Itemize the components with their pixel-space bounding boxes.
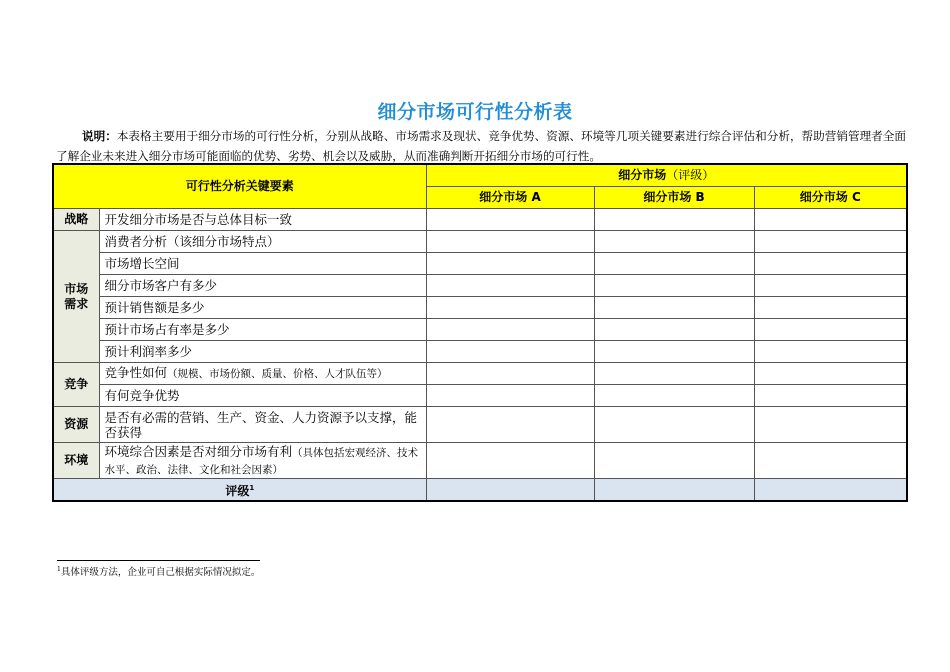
table-row xyxy=(53,209,907,231)
table-row xyxy=(53,341,907,363)
rating-cell-c[interactable] xyxy=(754,443,907,479)
footnote xyxy=(57,564,260,578)
category-competition: 竞争 xyxy=(53,363,99,407)
category-resources: 资源 xyxy=(53,407,99,443)
description xyxy=(56,126,906,166)
table-row xyxy=(53,231,907,253)
table-row xyxy=(53,407,907,443)
rating-cell-a[interactable] xyxy=(426,253,594,275)
rating-cell-b[interactable] xyxy=(594,297,754,319)
rating-cell-b[interactable] xyxy=(594,385,754,407)
rating-cell-c[interactable] xyxy=(754,209,907,231)
item-label: 预计利润率多少 xyxy=(99,341,426,363)
segment-c-header: 细分市场 C xyxy=(754,187,907,209)
description-label: 说明： xyxy=(82,129,117,143)
rating-cell-b[interactable] xyxy=(594,363,754,385)
rating-cell-b[interactable] xyxy=(594,407,754,443)
total-rating-c[interactable] xyxy=(754,479,907,502)
segment-a-header: 细分市场 A xyxy=(426,187,594,209)
table-row xyxy=(53,363,907,385)
item-label: 开发细分市场是否与总体目标一致 xyxy=(99,209,426,231)
factors-header: 可行性分析关键要素 xyxy=(53,164,426,209)
item-label: 预计销售额是多少 xyxy=(99,297,426,319)
footnote-divider xyxy=(57,560,260,561)
rating-cell-a[interactable] xyxy=(426,407,594,443)
item-label-note: （具体包括宏观经济、技术水平、政治、法律、文化和社会因素） xyxy=(104,446,419,476)
rating-cell-b[interactable] xyxy=(594,253,754,275)
rating-cell-a[interactable] xyxy=(426,231,594,253)
total-rating-b[interactable] xyxy=(594,479,754,502)
item-label: 是否有必需的营销、生产、资金、人力资源予以支撑，能否获得 xyxy=(99,407,426,443)
rating-cell-b[interactable] xyxy=(594,443,754,479)
footnote-text: 具体评级方法，企业可自己根据实际情况拟定。 xyxy=(60,567,261,578)
item-label: 市场增长空间 xyxy=(99,253,426,275)
rating-cell-c[interactable] xyxy=(754,363,907,385)
segment-b-header: 细分市场 B xyxy=(594,187,754,209)
table-row xyxy=(53,297,907,319)
rating-cell-a[interactable] xyxy=(426,443,594,479)
rating-cell-a[interactable] xyxy=(426,209,594,231)
rating-cell-a[interactable] xyxy=(426,363,594,385)
page-title: 细分市场可行性分析表 xyxy=(377,101,573,123)
item-label: 有何竞争优势 xyxy=(99,385,426,407)
rating-cell-a[interactable] xyxy=(426,385,594,407)
rating-cell-b[interactable] xyxy=(594,209,754,231)
category-environment: 环境 xyxy=(53,443,99,479)
rating-cell-c[interactable] xyxy=(754,275,907,297)
rating-cell-c[interactable] xyxy=(754,407,907,443)
table-row xyxy=(53,443,907,479)
header-row-1 xyxy=(53,164,907,187)
footnote-marker: 1 xyxy=(57,565,61,573)
feasibility-table xyxy=(52,163,908,502)
rating-cell-c[interactable] xyxy=(754,385,907,407)
rating-label xyxy=(53,479,426,502)
rating-cell-c[interactable] xyxy=(754,341,907,363)
rating-label-text: 评级 xyxy=(225,483,250,498)
rating-cell-b[interactable] xyxy=(594,319,754,341)
rating-cell-a[interactable] xyxy=(426,275,594,297)
item-label: 预计市场占有率是多少 xyxy=(99,319,426,341)
rating-cell-b[interactable] xyxy=(594,341,754,363)
table-row xyxy=(53,319,907,341)
segment-header-note: （评级） xyxy=(666,168,715,182)
item-label-note: （规模、市场份额、质量、价格、人才队伍等） xyxy=(167,368,388,380)
rating-cell-a[interactable] xyxy=(426,297,594,319)
rating-cell-a[interactable] xyxy=(426,319,594,341)
item-label: 消费者分析（该细分市场特点） xyxy=(99,231,426,253)
rating-row xyxy=(53,479,907,502)
segment-header xyxy=(426,164,907,187)
table-row xyxy=(53,385,907,407)
item-label xyxy=(99,443,426,479)
table-row xyxy=(53,253,907,275)
rating-cell-c[interactable] xyxy=(754,253,907,275)
rating-cell-c[interactable] xyxy=(754,319,907,341)
category-strategy: 战略 xyxy=(53,209,99,231)
item-label xyxy=(99,363,426,385)
category-demand-label: 市场需求 xyxy=(64,281,89,311)
segment-header-label: 细分市场 xyxy=(618,168,667,182)
item-label-main: 竞争性如何 xyxy=(104,365,168,380)
rating-footnote-marker: 1 xyxy=(249,483,255,492)
rating-cell-b[interactable] xyxy=(594,231,754,253)
table-row xyxy=(53,275,907,297)
item-label: 细分市场客户有多少 xyxy=(99,275,426,297)
total-rating-a[interactable] xyxy=(426,479,594,502)
item-label-main: 环境综合因素是否对细分市场有利 xyxy=(104,443,293,459)
description-text: 本表格主要用于细分市场的可行性分析，分别从战略、市场需求及现状、竞争优势、资源、环境等几项关键要素进行综合评估和分析，帮助营销管理者全面了解企业未来进入细分市场可能面临的优势、劣势、机会以及威胁，从而准确判断开拓细分市场的可行性。 xyxy=(56,129,906,163)
rating-cell-a[interactable] xyxy=(426,341,594,363)
rating-cell-c[interactable] xyxy=(754,231,907,253)
rating-cell-c[interactable] xyxy=(754,297,907,319)
category-demand xyxy=(53,231,99,363)
rating-cell-b[interactable] xyxy=(594,275,754,297)
